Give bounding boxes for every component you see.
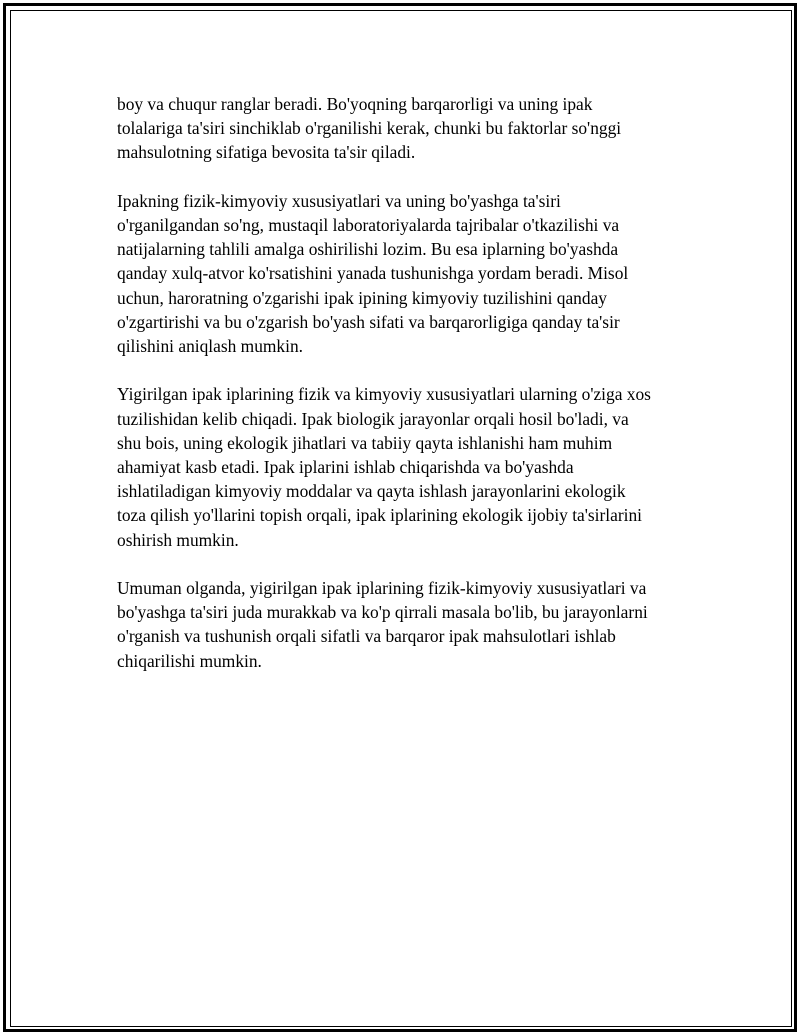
paragraph-2: Ipakning fizik-kimyoviy xususiyatlari va uning bo'yashga ta'siri o'rganilgandan so'ng, mustaqil laboratoriyalarda tajribalar o'tkazilishi va natijalarning tahlili amalga oshirilishi lozim. Bu esa iplarning bo'yashda qanday xulq-atvor ko'rsatishini yanada tushunishga yordam beradi. Misol uchun, haroratning o'zgarishi ipak ipining kimyoviy tuzilishini qanday o'zgartirishi va bu o'zgarish bo'yash sifati va barqarorligiga qanday ta'sir qilishini aniqlash mumkin. [117, 190, 629, 357]
paragraph-4: Umuman olganda, yigirilgan ipak iplarining fizik-kimyoviy xususiyatlari va bo'yashga ta'siri juda murakkab va ko'p qirrali masala bo'lib, bu jarayonlarni o'rganish va tushunish orqali sifatli va barqaror ipak mahsulotlari ishlab chiqarilishi mumkin. [117, 578, 648, 671]
document-body [117, 92, 697, 697]
paragraph-3: Yigirilgan ipak iplarining fizik va kimyoviy xususiyatlari ularning o'ziga xos tuzilishidan kelib chiqadi. Ipak biologik jarayonlar orqali hosil bo'ladi, va shu bois, uning ekologik jihatlari va tabiiy qayta ishlanishi ham muhim ahamiyat kasb etadi. Ipak iplarini ishlab chiqarishda va bo'yashda ishlatiladigan kimyoviy moddalar va qayta ishlash jarayonlarini ekologik toza qilish yo'llarini topish orqali, ipak iplarining ekologik ijobiy ta'sirlarini oshirish mumkin. [117, 384, 651, 550]
paragraph-1: boy va chuqur ranglar beradi. Bo'yoqning barqarorligi va uning ipak tolalariga ta'siri sinchiklab o'rganilishi kerak, chunki bu faktorlar so'nggi mahsulotning sifatiga bevosita ta'sir qiladi. [117, 94, 622, 163]
